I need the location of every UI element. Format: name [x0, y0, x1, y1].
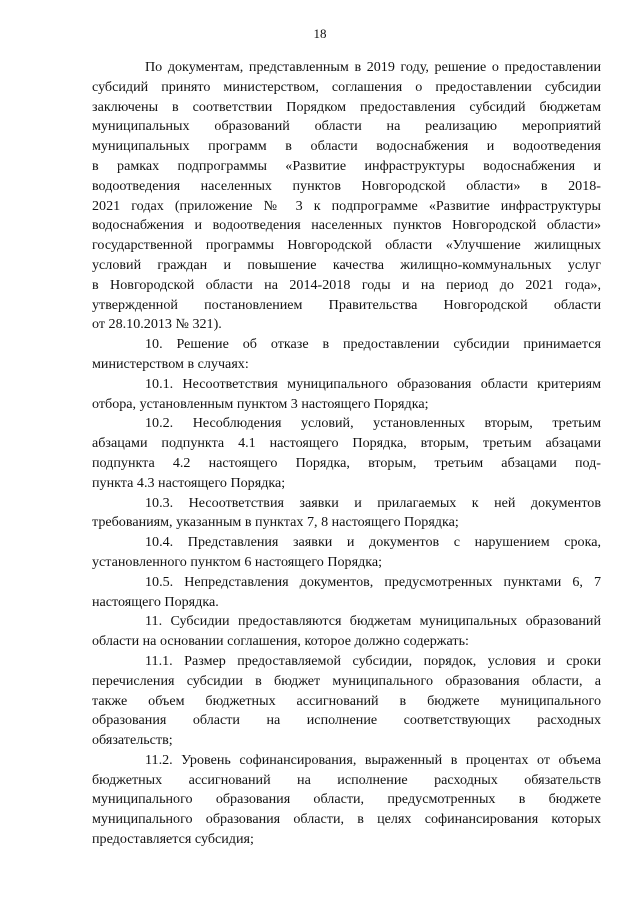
- text-line: муниципальных программ в области водоснабжения и водоотведения: [92, 138, 601, 155]
- text-line: муниципальных образований области на реализацию мероприятий: [92, 118, 601, 135]
- text-line: муниципального образования области, в целях софинансирования которых: [92, 811, 601, 828]
- text-line: в рамках подпрограммы «Развитие инфраструктуры водоснабжения и: [92, 157, 601, 174]
- text-line: предоставляется субсидия;: [92, 831, 254, 848]
- text-line: также объем бюджетных ассигнований в бюджете муниципального: [92, 692, 601, 709]
- text-line: перечисления субсидии в бюджет муниципального образования области, а: [92, 672, 601, 689]
- text-line: 10.4. Представления заявки и документов с нарушением срока,: [145, 534, 601, 551]
- text-line: 10. Решение об отказе в предоставлении субсидии принимается: [145, 336, 601, 353]
- text-line: субсидий принято министерством, соглашения о предоставлении субсидии: [92, 78, 601, 95]
- text-line: подпункта 4.2 настоящего Порядка, вторым, третьим абзацами под-: [92, 454, 601, 471]
- text-line: в Новгородской области на 2014-2018 годы и на период до 2021 года»,: [92, 276, 601, 293]
- text-line: бюджетных ассигнований на исполнение расходных обязательств: [92, 771, 601, 788]
- text-line: требованиям, указанным в пунктах 7, 8 настоящего Порядка;: [92, 514, 459, 531]
- text-line: установленного пунктом 6 настоящего Порядка;: [92, 553, 383, 570]
- page-number: 18: [313, 26, 327, 41]
- text-line: 2021 годах (приложение № 3 к подпрограмме «Развитие инфраструктуры: [92, 197, 601, 214]
- text-line: заключены в соответствии Порядком предоставления субсидий бюджетам: [92, 98, 601, 115]
- text-line: водоотведения населенных пунктов Новгородской области» в 2018-: [92, 177, 601, 194]
- text-line: условий граждан и повышение качества жилищно-коммунальных услуг: [92, 256, 601, 273]
- text-line: области на основании соглашения, которое должно содержать:: [92, 633, 469, 650]
- text-line: обязательств;: [92, 732, 173, 749]
- text-line: водоснабжения и водоотведения населенных пунктов Новгородской области»: [92, 217, 601, 234]
- text-line: государственной программы Новгородской области «Улучшение жилищных: [92, 237, 601, 254]
- text-line: муниципального образования области, предусмотренных в бюджете: [92, 791, 601, 808]
- text-line: 11.2. Уровень софинансирования, выраженный в процентах от объема: [145, 751, 601, 768]
- text-line: пункта 4.3 настоящего Порядка;: [92, 474, 286, 491]
- text-line: 10.5. Непредставления документов, предусмотренных пунктами 6, 7: [145, 573, 601, 590]
- text-line: По документам, представленным в 2019 году, решение о предоставлении: [145, 59, 601, 75]
- text-line: 10.3. Несоответствия заявки и прилагаемых к ней документов: [145, 494, 601, 511]
- text-line: отбора, установленным пунктом 3 настоящего Порядка;: [92, 395, 429, 412]
- text-line: утвержденной постановлением Правительства Новгородской области: [92, 296, 601, 313]
- text-line: от 28.10.2013 № 321).: [92, 316, 222, 333]
- text-line: 10.2. Несоблюдения условий, установленных вторым, третьим: [145, 415, 601, 432]
- text-line: 10.1. Несоответствия муниципального образования области критериям: [145, 375, 601, 392]
- text-line: министерством в случаях:: [92, 355, 249, 372]
- text-line: абзацами подпункта 4.1 настоящего Порядка, вторым, третьим абзацами: [92, 435, 601, 452]
- text-line: 11. Субсидии предоставляются бюджетам муниципальных образований: [145, 613, 601, 630]
- document-body: [92, 58, 601, 850]
- text-line: 11.1. Размер предоставляемой субсидии, порядок, условия и сроки: [145, 652, 601, 669]
- text-line: образования области на исполнение соответствующих расходных: [92, 712, 601, 729]
- text-line: настоящего Порядка.: [92, 593, 219, 610]
